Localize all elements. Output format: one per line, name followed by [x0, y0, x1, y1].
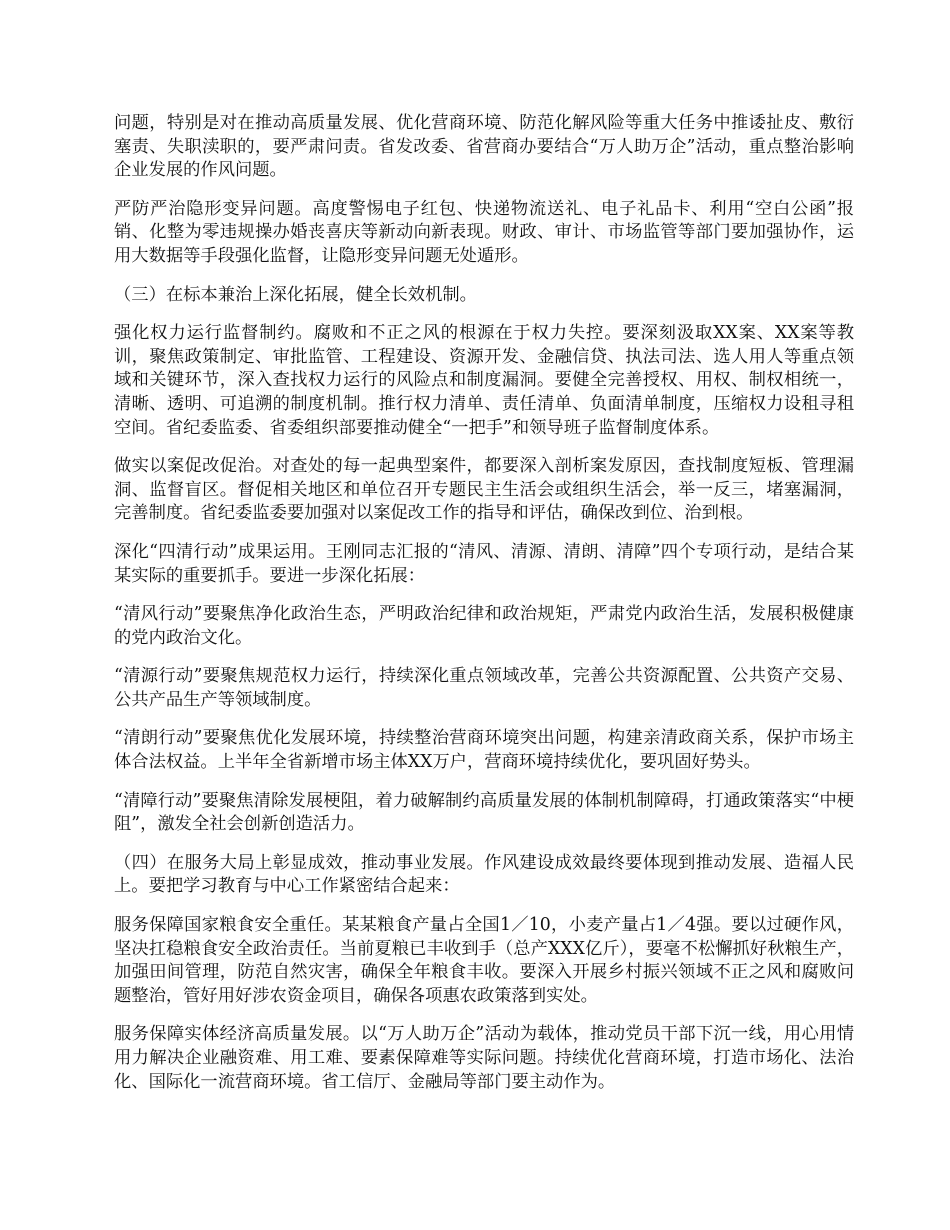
paragraph-7: “清风行动”要聚焦净化政治生态，严明政治纪律和政治规矩，严肃党内政治生活，发展积极健康的党内政治文化。	[114, 604, 854, 648]
paragraph-10: “清障行动”要聚焦清除发展梗阻，着力破解制约高质量发展的体制机制障碍，打通政策落实“中梗阻”，激发全社会创新创造活力。	[114, 790, 854, 835]
section-heading-3: （三）在标本兼治上深化拓展，健全长效机制。	[114, 284, 477, 305]
section-heading-4: （四）在服务大局上彰显成效，推动事业发展。作风建设成效最终要体现到推动发展、造福人民上。要把学习教育与中心工作紧密结合起来：	[114, 852, 854, 897]
paragraph-13: 服务保障实体经济高质量发展。以“万人助万企”活动为载体，推动党员干部下沉一线，用心用情用力解决企业融资难、用工难、要素保障难等实际问题。持续优化营商环境，打造市场化、法治化、国际化一流营商环境。省工信厅、金融局等部门要主动作为。	[114, 1024, 854, 1092]
paragraph-9: “清朗行动”要聚焦优化发展环境，持续整治营商环境突出问题，构建亲清政商关系，保护市场主体合法权益。上半年全省新增市场主体XX万户，营商环境持续优化，要巩固好势头。	[114, 728, 854, 773]
paragraph-1: 问题，特别是对在推动高质量发展、优化营商环境、防范化解风险等重大任务中推诿扯皮、敷衍塞责、失职渎职的，要严肃问责。省发改委、省营商办要结合“万人助万企”活动，重点整治影响企业发展的作风问题。	[114, 113, 854, 181]
paragraph-8: “清源行动”要聚焦规范权力运行，持续深化重点领域改革，完善公共资源配置、公共资产交易、公共产品生产等领域制度。	[114, 666, 854, 710]
document-page	[114, 112, 854, 1109]
paragraph-2: 严防严治隐形变异问题。高度警惕电子红包、快递物流送礼、电子礼品卡、利用“空白公函”报销、化整为零违规操办婚丧喜庆等新动向新表现。财政、审计、市场监管等部门要加强协作，运用大数据等手段强化监督，让隐形变异问题无处遁形。	[114, 198, 854, 266]
paragraph-5: 做实以案促改促治。对查处的每一起典型案件，都要深入剖析案发原因，查找制度短板、管理漏洞、监督盲区。督促相关地区和单位召开专题民主生活会或组织生活会，举一反三，堵塞漏洞，完善制度。省纪委监委要加强对以案促改工作的指导和评估，确保改到位、治到根。	[114, 456, 854, 524]
paragraph-12: 服务保障国家粮食安全重任。某某粮食产量占全国1／10，小麦产量占1／4强。要以过硬作风，坚决扛稳粮食安全政治责任。当前夏粮已丰收到手（总产XXX亿斤），要毫不松懈抓好秋粮生产，加强田间管理，防范自然灾害，确保全年粮食丰收。要深入开展乡村振兴领域不正之风和腐败问题整治，管好用好涉农资金项目，确保各项惠农政策落到实处。	[114, 915, 854, 1006]
paragraph-4: 强化权力运行监督制约。腐败和不正之风的根源在于权力失控。要深刻汲取XX案、XX案等教训，聚焦政策制定、审批监管、工程建设、资源开发、金融信贷、执法司法、选人用人等重点领域和关键环节，深入查找权力运行的风险点和制度漏洞。要健全完善授权、用权、制权相统一，清晰、透明、可追溯的制度机制。推行权力清单、责任清单、负面清单制度，压缩权力设租寻租空间。省纪委监委、省委组织部要推动健全“一把手”和领导班子监督制度体系。	[114, 323, 854, 438]
paragraph-6: 深化“四清行动”成果运用。王刚同志汇报的“清风、清源、清朗、清障”四个专项行动，是结合某某实际的重要抓手。要进一步深化拓展：	[114, 541, 854, 586]
